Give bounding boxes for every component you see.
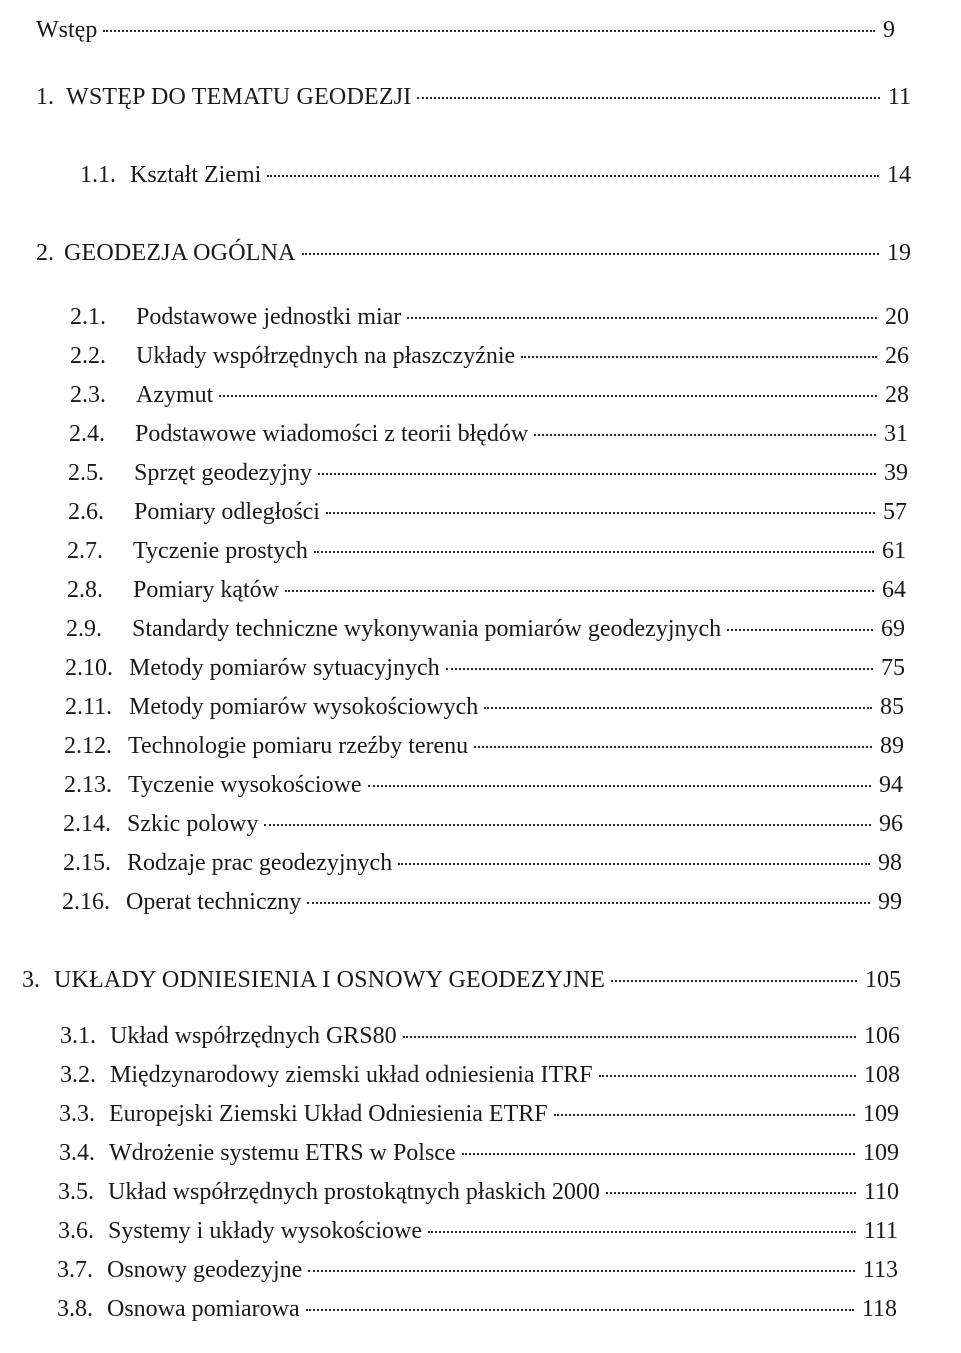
toc-entry-number: 2.6. bbox=[68, 499, 104, 525]
toc-chapter-title: UKŁADY ODNIESIENIA I OSNOWY GEODEZYJNE bbox=[54, 967, 606, 993]
toc-entry[interactable] bbox=[67, 536, 906, 566]
toc-entry-title: Rodzaje prac geodezyjnych bbox=[127, 850, 393, 876]
toc-entry[interactable] bbox=[60, 1060, 900, 1090]
dot-leader bbox=[368, 785, 871, 787]
toc-entry[interactable] bbox=[62, 887, 902, 917]
toc-entry[interactable] bbox=[69, 419, 908, 449]
toc-entry-number: 3.4. bbox=[59, 1140, 95, 1166]
toc-chapter-2[interactable] bbox=[36, 238, 911, 268]
toc-entry-page: 110 bbox=[863, 1179, 899, 1205]
toc-entry-title: Tyczenie prostych bbox=[133, 538, 308, 564]
toc-entry-title: Osnowa pomiarowa bbox=[107, 1296, 300, 1322]
toc-entry-title: Podstawowe jednostki miar bbox=[136, 304, 402, 330]
toc-entry[interactable] bbox=[63, 848, 902, 878]
toc-entry-title: Osnowy geodezyjne bbox=[107, 1257, 303, 1283]
toc-entry[interactable] bbox=[65, 692, 904, 722]
toc-entry-page: 39 bbox=[884, 460, 908, 486]
toc-entry-number: 2.3. bbox=[70, 382, 106, 408]
toc-entry-number: 2.15. bbox=[63, 850, 111, 876]
dot-leader bbox=[462, 1153, 855, 1155]
toc-entry-number: 2.8. bbox=[67, 577, 103, 603]
toc-entry-number: 3.6. bbox=[58, 1218, 94, 1244]
toc-entry[interactable] bbox=[60, 1021, 900, 1051]
toc-entry-number: 2.4. bbox=[69, 421, 105, 447]
dot-leader bbox=[599, 1075, 856, 1077]
dot-leader bbox=[417, 97, 879, 99]
toc-entry[interactable] bbox=[59, 1138, 899, 1168]
dot-leader bbox=[307, 902, 870, 904]
toc-entry-title: Pomiary kątów bbox=[133, 577, 279, 603]
toc-entry-page: 61 bbox=[882, 538, 906, 564]
dot-leader bbox=[314, 551, 874, 553]
toc-entry-page: 108 bbox=[864, 1062, 900, 1088]
toc-entry-page: 11 bbox=[887, 84, 911, 110]
dot-leader bbox=[446, 668, 873, 670]
toc-entry-title: Technologie pomiaru rzeźby terenu bbox=[128, 733, 469, 759]
toc-entry-page: 94 bbox=[879, 772, 903, 798]
toc-entry-page: 113 bbox=[862, 1257, 898, 1283]
toc-entry-page: 19 bbox=[887, 240, 911, 266]
toc-entry-number: 2.14. bbox=[63, 811, 111, 837]
toc-entry-page: 118 bbox=[861, 1296, 897, 1322]
toc-entry-title: Operat techniczny bbox=[126, 889, 302, 915]
toc-entry-page: 99 bbox=[878, 889, 902, 915]
toc-entry-title: Wdrożenie systemu ETRS w Polsce bbox=[109, 1140, 456, 1166]
toc-entry-page: 69 bbox=[881, 616, 905, 642]
toc-entry-title: Układ współrzędnych prostokątnych płaskich 2000 bbox=[108, 1179, 600, 1205]
toc-chapter-title: WSTĘP DO TEMATU GEODEZJI bbox=[66, 84, 412, 110]
toc-entry[interactable] bbox=[58, 1216, 898, 1246]
dot-leader bbox=[484, 707, 872, 709]
toc-entry-number: 2.16. bbox=[62, 889, 110, 915]
toc-entry-title: Metody pomiarów wysokościowych bbox=[129, 694, 479, 720]
toc-entry[interactable] bbox=[70, 380, 909, 410]
dot-leader bbox=[407, 317, 877, 319]
dot-leader bbox=[554, 1114, 855, 1116]
toc-entry-intro[interactable] bbox=[36, 15, 895, 45]
toc-entry-page: 75 bbox=[881, 655, 905, 681]
toc-entry-number: 1.1. bbox=[80, 162, 116, 188]
toc-entry-title: Sprzęt geodezyjny bbox=[134, 460, 312, 486]
toc-entry[interactable] bbox=[59, 1099, 899, 1129]
toc-entry[interactable] bbox=[70, 302, 909, 332]
toc-entry[interactable] bbox=[68, 497, 907, 527]
toc-entry-title: Azymut bbox=[136, 382, 214, 408]
dot-leader bbox=[403, 1036, 856, 1038]
toc-entry[interactable] bbox=[67, 575, 906, 605]
toc-entry-title: Standardy techniczne wykonywania pomiarów geodezyjnych bbox=[132, 616, 722, 642]
toc-entry-page: 26 bbox=[885, 343, 909, 369]
toc-entry-number: 2.13. bbox=[64, 772, 112, 798]
dot-leader bbox=[611, 980, 857, 982]
toc-entry-page: 96 bbox=[879, 811, 903, 837]
toc-entry-title: Układy współrzędnych na płaszczyźnie bbox=[136, 343, 516, 369]
toc-chapter-number: 3. bbox=[22, 967, 40, 993]
toc-entry-number: 3.8. bbox=[57, 1296, 93, 1322]
toc-entry-title: Układ współrzędnych GRS80 bbox=[110, 1023, 397, 1049]
toc-entry-page: 85 bbox=[880, 694, 904, 720]
toc-entry[interactable] bbox=[80, 160, 911, 190]
toc-entry[interactable] bbox=[58, 1177, 899, 1207]
toc-entry-title: Wstęp bbox=[36, 17, 98, 43]
toc-entry-number: 3.1. bbox=[60, 1023, 96, 1049]
toc-entry-page: 57 bbox=[883, 499, 907, 525]
toc-entry[interactable] bbox=[57, 1255, 898, 1285]
toc-entry-number: 3.5. bbox=[58, 1179, 94, 1205]
toc-entry[interactable] bbox=[66, 614, 905, 644]
dot-leader bbox=[428, 1231, 856, 1233]
toc-entry[interactable] bbox=[64, 731, 904, 761]
toc-chapter-number: 2. bbox=[36, 240, 54, 266]
dot-leader bbox=[219, 395, 877, 397]
toc-entry-number: 2.7. bbox=[67, 538, 103, 564]
toc-entry-title: Kształt Ziemi bbox=[130, 162, 262, 188]
dot-leader bbox=[302, 253, 879, 255]
toc-entry-number: 2.1. bbox=[70, 304, 106, 330]
dot-leader bbox=[306, 1309, 854, 1311]
toc-entry[interactable] bbox=[57, 1294, 897, 1324]
toc-entry-page: 109 bbox=[863, 1140, 899, 1166]
toc-entry-page: 98 bbox=[878, 850, 902, 876]
toc-entry-title: Podstawowe wiadomości z teorii błędów bbox=[135, 421, 529, 447]
toc-entry-page: 20 bbox=[885, 304, 909, 330]
toc-entry[interactable] bbox=[68, 458, 908, 488]
toc-entry[interactable] bbox=[70, 341, 909, 371]
toc-entry-title: Pomiary odległości bbox=[134, 499, 320, 525]
toc-entry-title: Międzynarodowy ziemski układ odniesienia ITRF bbox=[110, 1062, 593, 1088]
toc-entry-number: 3.2. bbox=[60, 1062, 96, 1088]
toc-entry-title: Szkic polowy bbox=[127, 811, 259, 837]
dot-leader bbox=[318, 473, 876, 475]
dot-leader bbox=[308, 1270, 855, 1272]
toc-entry-page: 111 bbox=[863, 1218, 898, 1244]
toc-entry-page: 31 bbox=[884, 421, 908, 447]
toc-entry-title: Metody pomiarów sytuacyjnych bbox=[129, 655, 440, 681]
dot-leader bbox=[727, 629, 873, 631]
toc-chapter-3[interactable] bbox=[22, 965, 901, 995]
dot-leader bbox=[521, 356, 877, 358]
toc-entry-page: 9 bbox=[883, 17, 895, 43]
toc-entry-number: 3.7. bbox=[57, 1257, 93, 1283]
toc-entry-number: 2.9. bbox=[66, 616, 102, 642]
toc-entry-page: 14 bbox=[887, 162, 911, 188]
toc-entry-page: 106 bbox=[864, 1023, 900, 1049]
toc-entry-page: 28 bbox=[885, 382, 909, 408]
dot-leader bbox=[326, 512, 875, 514]
toc-entry-page: 64 bbox=[882, 577, 906, 603]
dot-leader bbox=[264, 824, 871, 826]
toc-entry-number: 2.11. bbox=[65, 694, 113, 720]
toc-entry-page: 105 bbox=[865, 967, 901, 993]
toc-entry-number: 3.3. bbox=[59, 1101, 95, 1127]
toc-entry-title: Europejski Ziemski Układ Odniesienia ETRF bbox=[109, 1101, 548, 1127]
toc-entry-number: 2.5. bbox=[68, 460, 104, 486]
dot-leader bbox=[398, 863, 870, 865]
dot-leader bbox=[267, 175, 879, 177]
dot-leader bbox=[606, 1192, 856, 1194]
toc-chapter-1[interactable] bbox=[36, 82, 911, 112]
toc-entry-number: 2.12. bbox=[64, 733, 112, 759]
dot-leader bbox=[285, 590, 874, 592]
toc-entry-title: Systemy i układy wysokościowe bbox=[108, 1218, 422, 1244]
dot-leader bbox=[103, 30, 875, 32]
toc-entry[interactable] bbox=[65, 653, 905, 683]
toc-entry-number: 2.10. bbox=[65, 655, 113, 681]
toc-entry-title: Tyczenie wysokościowe bbox=[128, 772, 362, 798]
toc-entry-page: 89 bbox=[880, 733, 904, 759]
toc-entry[interactable] bbox=[64, 770, 903, 800]
dot-leader bbox=[534, 434, 876, 436]
toc-chapter-number: 1. bbox=[36, 84, 54, 110]
toc-chapter-title: GEODEZJA OGÓLNA bbox=[64, 240, 296, 266]
dot-leader bbox=[474, 746, 872, 748]
toc-entry-page: 109 bbox=[863, 1101, 899, 1127]
toc-entry[interactable] bbox=[63, 809, 903, 839]
toc-entry-number: 2.2. bbox=[70, 343, 106, 369]
